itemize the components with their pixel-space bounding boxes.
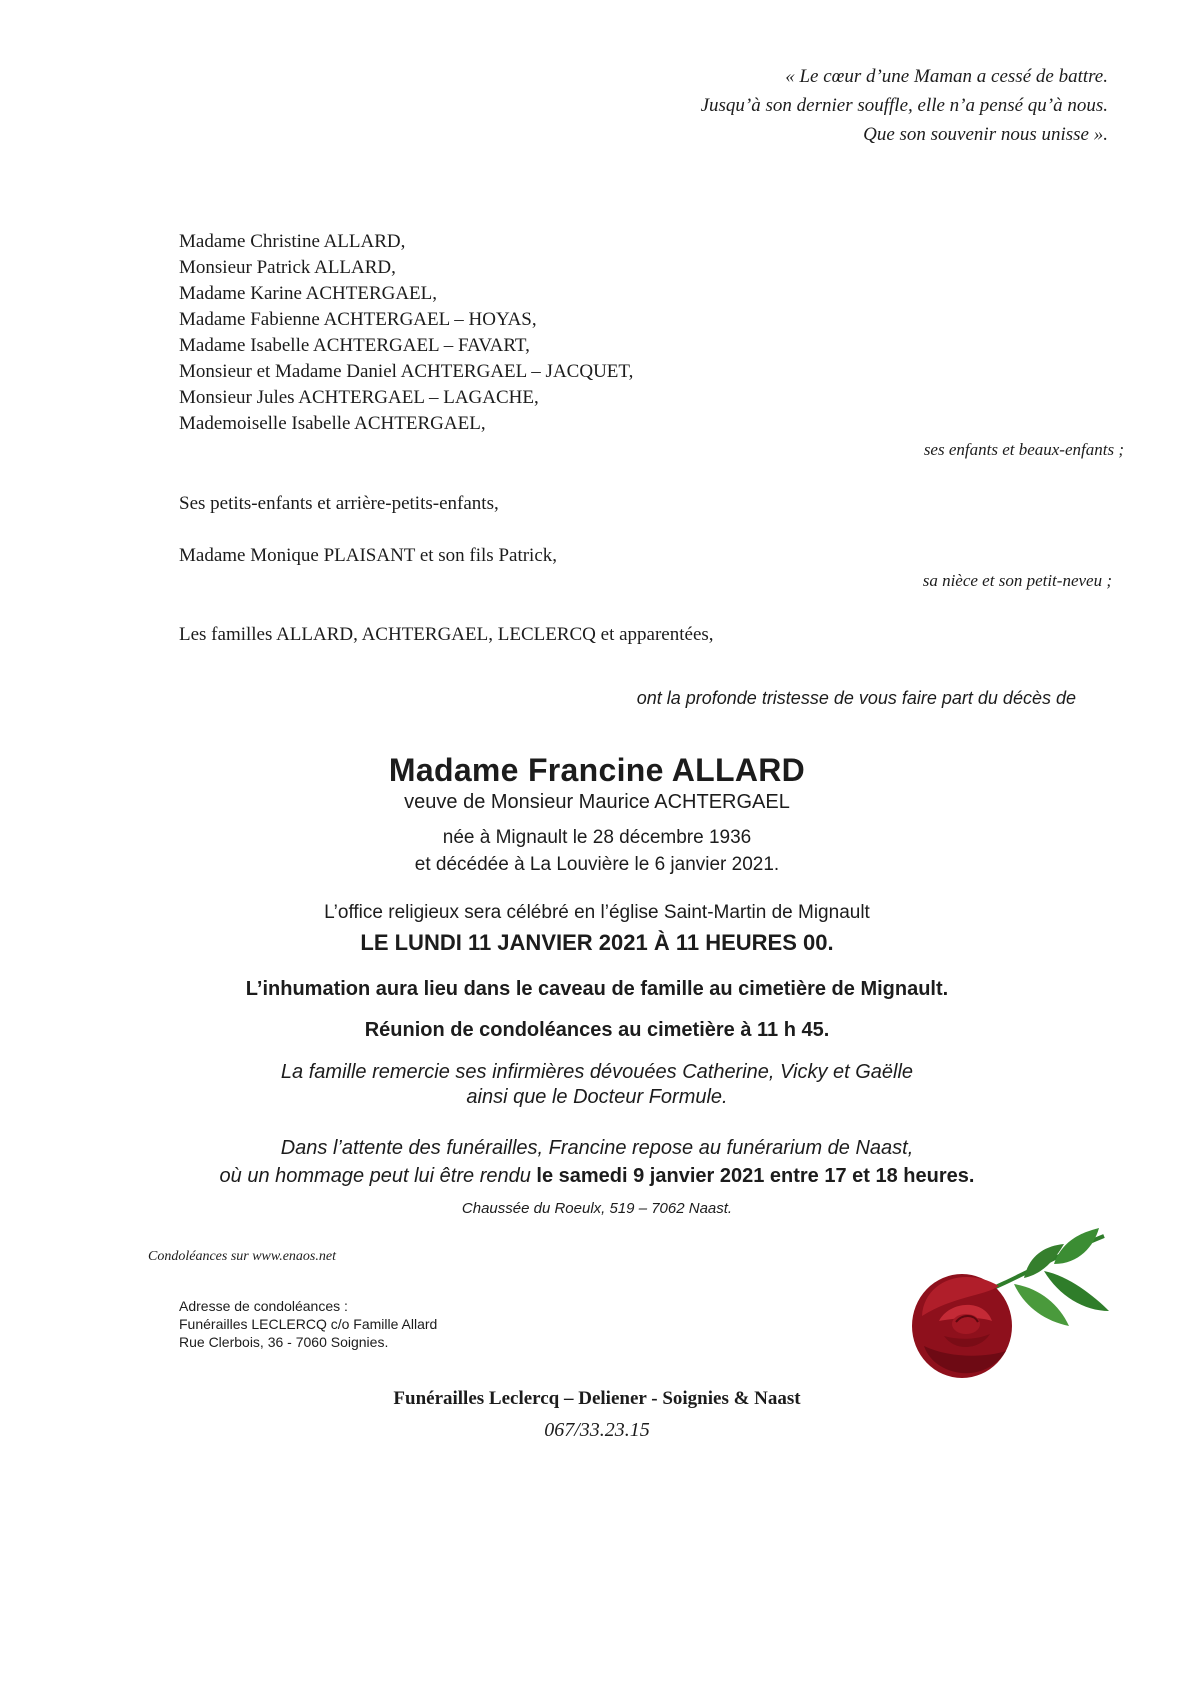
epigraph [508,62,1108,149]
announcement: ont la profonde tristesse de vous faire part du décès de [636,688,1076,708]
funeral-home-phone: 067/33.23.15 [544,1419,650,1441]
condolence-meeting: Réunion de condoléances au cimetière à 11 h 45. [364,1019,830,1041]
birth-info: née à Mignault le 28 décembre 1936 [442,827,752,848]
mail-address-line-1: Funérailles LECLERCQ c/o Famille Allard [179,1316,438,1332]
child-name: Mademoiselle Isabelle ACHTERGAEL, [179,413,486,434]
widow-of: veuve de Monsieur Maurice ACHTERGAEL [404,791,790,813]
mail-address-line-2: Rue Clerbois, 36 - 7060 Soignies. [179,1334,389,1350]
thanks-line-2: ainsi que le Docteur Formule. [466,1086,728,1108]
child-name: Madame Isabelle ACHTERGAEL – FAVART, [179,335,530,356]
religious-office: L’office religieux sera célébré en l’église Saint-Martin de Mignault [324,902,870,923]
funeral-home-name: Funérailles Leclercq – Deliener - Soignies & Naast [393,1388,801,1409]
deceased-name: Madame Francine ALLARD [388,752,806,788]
funerarium-tribute-date: le samedi 9 janvier 2021 entre 17 et 18 heures. [536,1165,975,1187]
epigraph-line-2: Jusqu’à son dernier souffle, elle n’a pensé qu’à nous. [700,95,1108,116]
red-rose-icon [904,1226,1120,1394]
online-condolences-link[interactable]: Condoléances sur www.enaos.net [148,1249,336,1264]
child-name: Monsieur Jules ACHTERGAEL – LAGACHE, [179,387,539,408]
epigraph-line-1: « Le cœur d’une Maman a cessé de battre. [785,66,1108,87]
funerarium-line-1: Dans l’attente des funérailles, Francine repose au funérarium de Naast, [280,1137,914,1159]
burial-info: L’inhumation aura lieu dans le caveau de famille au cimetière de Mignault. [245,978,949,1000]
child-name: Monsieur Patrick ALLARD, [179,257,396,278]
death-info: et décédée à La Louvière le 6 janvier 2021. [414,854,780,875]
grandchildren-line: Ses petits-enfants et arrière-petits-enfants, [179,493,499,514]
child-name: Monsieur et Madame Daniel ACHTERGAEL – JACQUET, [179,361,634,382]
funerarium-address: Chaussée du Roeulx, 519 – 7062 Naast. [461,1200,733,1217]
children-relation: ses enfants et beaux-enfants ; [923,440,1124,459]
child-name: Madame Fabienne ACHTERGAEL – HOYAS, [179,309,537,330]
epigraph-line-3: Que son souvenir nous unisse ». [863,124,1108,145]
funerarium-line-2 [0,1162,1194,1190]
thanks-line-1: La famille remercie ses infirmières dévouées Catherine, Vicky et Gaëlle [280,1061,914,1083]
children-list [179,229,633,437]
funerarium-tribute-text: où un hommage peut lui être rendu [219,1165,537,1187]
niece-relation: sa nièce et son petit-neveu ; [922,571,1112,590]
mail-address-title: Adresse de condoléances : [179,1298,348,1314]
condolence-mail-address [179,1297,437,1351]
ceremony-date: LE LUNDI 11 JANVIER 2021 À 11 HEURES 00. [360,930,834,955]
child-name: Madame Christine ALLARD, [179,231,406,252]
niece-line: Madame Monique PLAISANT et son fils Patrick, [179,545,558,566]
child-name: Madame Karine ACHTERGAEL, [179,283,438,304]
families-line: Les familles ALLARD, ACHTERGAEL, LECLERCQ et apparentées, [179,624,714,645]
